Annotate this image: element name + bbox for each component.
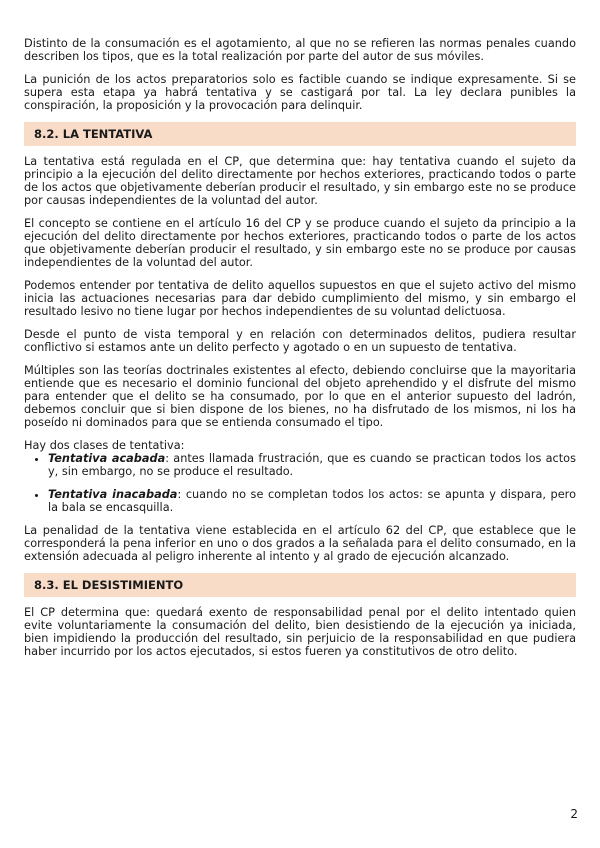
list-item-tentativa-acabada bbox=[48, 452, 576, 478]
intro-paragraph-actos-preparatorios: La punición de los actos preparatorios solo es factible cuando se indique expresamente. Si se supera esta etapa ya habrá tentativa y se castigará por tal. La ley declara punibles la conspiración, la proposición y la provocación para delinquir. bbox=[24, 73, 576, 112]
intro-paragraph-agotamiento: Distinto de la consumación es el agotamiento, al que no se refieren las normas penales cuando describen los tipos, que es la total realización por parte del autor de sus móviles. bbox=[24, 37, 576, 63]
list-item-tentativa-inacabada bbox=[48, 488, 576, 514]
section-heading-tentativa: 8.2. LA TENTATIVA bbox=[24, 122, 576, 146]
definition-tentativa-acabada: : antes llamada frustración, que es cuando se practican todos los actos y, sin embargo, no se produce el resultado. bbox=[48, 452, 576, 478]
term-tentativa-inacabada: Tentativa inacabada bbox=[48, 488, 178, 501]
term-tentativa-acabada: Tentativa acabada bbox=[48, 452, 166, 465]
definition-tentativa-inacabada: : cuando no se completan todos los actos: se apunta y dispara, pero la bala se encasquilla. bbox=[48, 488, 576, 514]
tentativa-list-intro: Hay dos clases de tentativa: bbox=[24, 439, 185, 452]
tentativa-paragraph-penalidad: La penalidad de la tentativa viene establecida en el artículo 62 del CP, que establece que le corresponderá la pena inferior en uno o dos grados a la señalada para el delito consumado, en la extensión adecuada al peligro inherente al intento y al grado de ejecución alcanzado. bbox=[24, 524, 576, 563]
tentativa-paragraph-4: Desde el punto de vista temporal y en relación con determinados delitos, pudiera resultar conflictivo si estamos ante un delito perfecto y agotado o en un supuesto de tentativa. bbox=[24, 328, 576, 354]
page-number: 2 bbox=[570, 807, 578, 821]
tentativa-types-list bbox=[24, 452, 576, 514]
tentativa-paragraph-2: El concepto se contiene en el artículo 16 del CP y se produce cuando el sujeto da principio a la ejecución del delito directamente por hechos exteriores, practicando todos o parte de los actos que objetivamente deberían producir el resultado, y sin embargo este no se produce por causas independientes de la voluntad del autor. bbox=[24, 217, 576, 269]
section-heading-desistimiento: 8.3. EL DESISTIMIENTO bbox=[24, 573, 576, 597]
tentativa-paragraph-5: Múltiples son las teorías doctrinales existentes al efecto, debiendo concluirse que la mayoritaria entiende que es necesario el dominio funcional del objeto aprehendido y el disfrute del mismo para entender que el delito se ha consumado, por lo que en el anterior supuesto del ladrón, debemos concluir que si bien dispone de los bienes, no ha disfrutado de los mismos, ni los ha poseído ni dominados para que se entienda consumado el tipo. bbox=[24, 364, 576, 429]
tentativa-paragraph-3: Podemos entender por tentativa de delito aquellos supuestos en que el sujeto activo del mismo inicia las actuaciones necesarias para dar debido cumplimiento del mismo, y sin embargo el resultado lesivo no tiene lugar por hechos independientes de su voluntad delictuosa. bbox=[24, 279, 576, 318]
desistimiento-paragraph: El CP determina que: quedará exento de responsabilidad penal por el delito intentado quien evite voluntariamente la consumación del delito, bien desistiendo de la ejecución ya iniciada, bien impidiendo la producción del resultado, sin perjuicio de la responsabilidad en que pudiera haber incurrido por los actos ejecutados, si estos fueren ya constitutivos de otro delito. bbox=[24, 606, 576, 658]
tentativa-paragraph-1: La tentativa está regulada en el CP, que determina que: hay tentativa cuando el sujeto da principio a la ejecución del delito directamente por hechos exteriores, practicando todos o parte de los actos que objetivamente deberían producir el resultado, y sin embargo este no se produce por causas independientes de la voluntad del autor. bbox=[24, 155, 576, 207]
document-page bbox=[24, 37, 576, 668]
